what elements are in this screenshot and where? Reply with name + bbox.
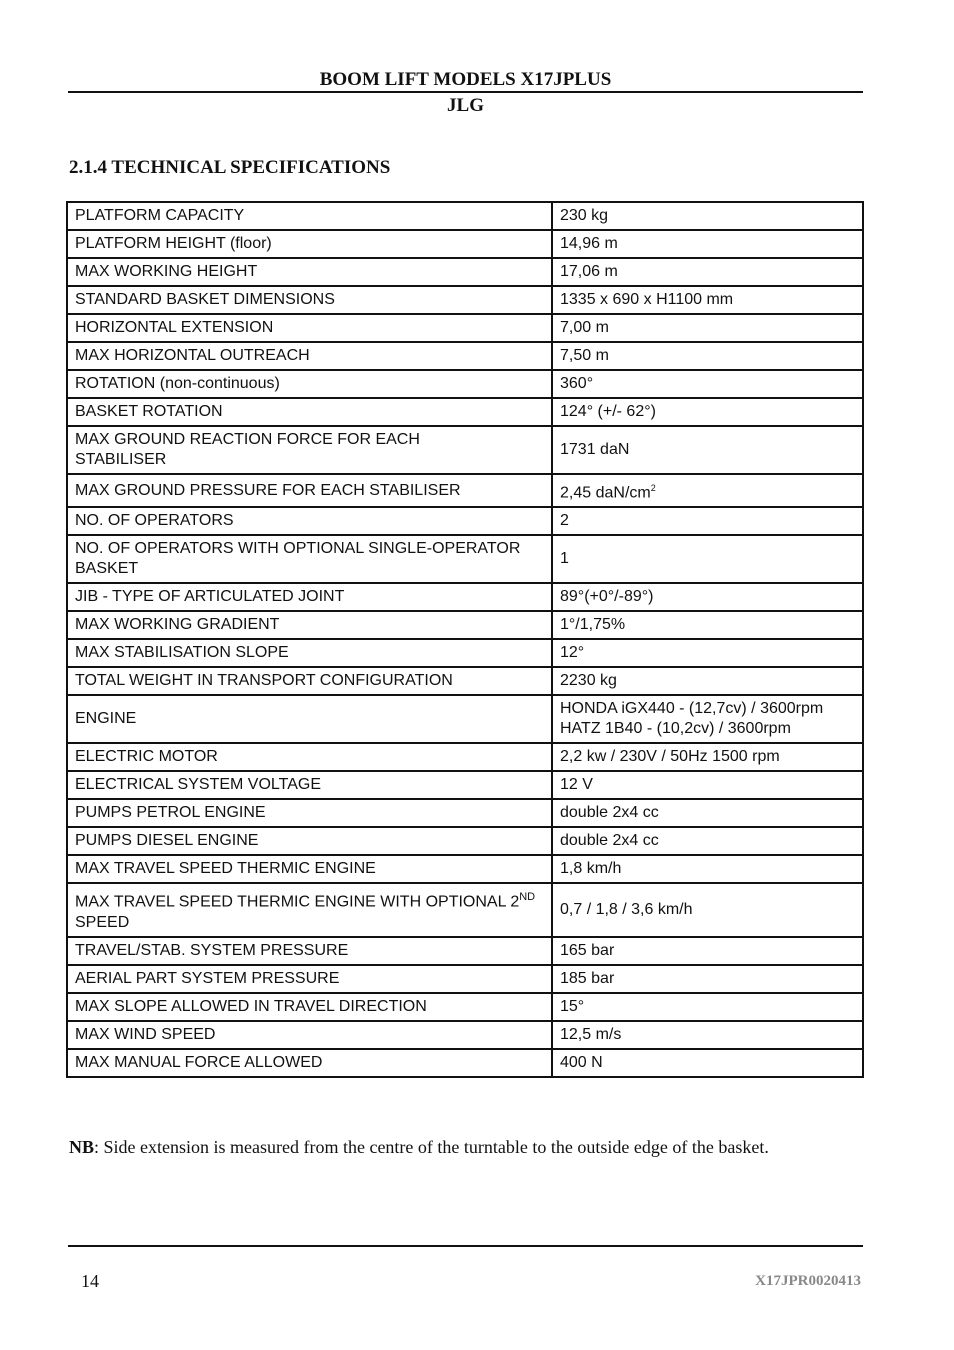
spec-label xyxy=(67,202,552,230)
spec-label-text: AERIAL PART SYSTEM PRESSURE xyxy=(75,969,340,987)
spec-label-text: TOTAL WEIGHT IN TRANSPORT CONFIGURATION xyxy=(75,672,453,690)
spec-value-text: 89°(+0°/-89°) xyxy=(560,588,654,606)
spec-label-text: PLATFORM CAPACITY xyxy=(75,207,245,224)
spec-value xyxy=(552,286,863,314)
spec-label xyxy=(67,855,552,883)
spec-label xyxy=(67,342,552,370)
spec-value xyxy=(552,426,863,474)
spec-value xyxy=(552,1049,863,1077)
spec-label xyxy=(67,937,552,965)
spec-label xyxy=(67,827,552,855)
spec-row xyxy=(67,937,863,965)
document-header-title: BOOM LIFT MODELS X17JPLUS xyxy=(319,69,612,90)
spec-label xyxy=(67,799,552,827)
section-title: 2.1.4 TECHNICAL SPECIFICATIONS xyxy=(69,157,391,178)
note-paragraph xyxy=(69,1137,862,1158)
spec-value xyxy=(552,202,863,230)
spec-value-text: 165 bar xyxy=(560,941,615,959)
specifications-table xyxy=(66,201,864,1078)
spec-value xyxy=(552,507,863,535)
spec-label-text: MAX SLOPE ALLOWED IN TRAVEL DIRECTION xyxy=(75,997,427,1015)
spec-row xyxy=(67,507,863,535)
spec-value-text: 7,00 m xyxy=(560,319,609,336)
spec-label-text: MAX TRAVEL SPEED THERMIC ENGINE xyxy=(75,860,376,878)
spec-label xyxy=(67,230,552,258)
spec-row xyxy=(67,342,863,370)
spec-value-text: 2,45 daN/cm xyxy=(560,484,651,502)
spec-label xyxy=(67,474,552,507)
spec-row xyxy=(67,398,863,426)
spec-value-text: 1°/1,75% xyxy=(560,616,626,634)
spec-label-superscript: ND xyxy=(519,891,536,904)
spec-value-text: 1 xyxy=(560,550,569,568)
spec-label xyxy=(67,258,552,286)
spec-row xyxy=(67,1049,863,1077)
spec-row xyxy=(67,965,863,993)
spec-value-text: 1,8 km/h xyxy=(560,860,622,878)
spec-row xyxy=(67,695,863,743)
document-header-brand: JLG xyxy=(447,95,484,116)
spec-value xyxy=(552,827,863,855)
spec-value-text: 1335 x 690 x H1100 mm xyxy=(560,291,734,308)
spec-value xyxy=(552,314,863,342)
spec-value-text: double 2x4 cc xyxy=(560,832,659,850)
spec-row xyxy=(67,535,863,583)
spec-label xyxy=(67,639,552,667)
footer-divider xyxy=(68,1245,863,1247)
spec-label-text: MAX STABILISATION SLOPE xyxy=(75,644,289,662)
spec-row xyxy=(67,855,863,883)
spec-value-text: 230 kg xyxy=(560,207,609,224)
spec-label xyxy=(67,743,552,771)
spec-label-text: MAX WORKING HEIGHT xyxy=(75,263,258,280)
spec-label-text: MAX GROUND REACTION FORCE FOR EACH STABILISER xyxy=(75,431,420,468)
spec-value-text: 12 V xyxy=(560,776,593,794)
spec-value xyxy=(552,342,863,370)
spec-row xyxy=(67,639,863,667)
spec-label xyxy=(67,286,552,314)
spec-label xyxy=(67,667,552,695)
spec-label xyxy=(67,1049,552,1077)
specifications-table-body xyxy=(67,202,863,1077)
spec-label xyxy=(67,426,552,474)
spec-row xyxy=(67,883,863,936)
spec-value-text: 17,06 m xyxy=(560,263,618,280)
spec-value xyxy=(552,883,863,936)
note-text: : Side extension is measured from the centre of the turntable to the outside edge of the basket. xyxy=(94,1137,769,1157)
spec-label-text: PUMPS DIESEL ENGINE xyxy=(75,832,259,850)
spec-value xyxy=(552,535,863,583)
spec-value xyxy=(552,937,863,965)
spec-value-text: 360° xyxy=(560,375,594,392)
spec-value xyxy=(552,799,863,827)
spec-value-text: 1731 daN xyxy=(560,441,630,458)
spec-value-text: 15° xyxy=(560,997,585,1015)
spec-label-text: ROTATION (non-continuous) xyxy=(75,375,280,392)
spec-label-text: BASKET ROTATION xyxy=(75,403,223,420)
spec-label-text: PUMPS PETROL ENGINE xyxy=(75,804,266,822)
spec-label-text: MAX GROUND PRESSURE FOR EACH STABILISER xyxy=(75,481,461,499)
spec-value-text: 0,7 / 1,8 / 3,6 km/h xyxy=(560,900,693,918)
spec-label xyxy=(67,1021,552,1049)
spec-row xyxy=(67,827,863,855)
spec-label-text: ELECTRICAL SYSTEM VOLTAGE xyxy=(75,776,321,794)
spec-label xyxy=(67,535,552,583)
spec-label-continuation: SPEED xyxy=(75,913,130,931)
spec-value xyxy=(552,667,863,695)
spec-label xyxy=(67,611,552,639)
spec-value xyxy=(552,771,863,799)
spec-label-text: ENGINE xyxy=(75,710,137,728)
spec-label-text: NO. OF OPERATORS xyxy=(75,512,234,530)
spec-label-text: NO. OF OPERATORS WITH OPTIONAL SINGLE-OPERATOR BASKET xyxy=(75,540,521,578)
spec-label xyxy=(67,883,552,936)
spec-label xyxy=(67,398,552,426)
spec-row xyxy=(67,667,863,695)
spec-label xyxy=(67,370,552,398)
spec-label xyxy=(67,507,552,535)
spec-value-text: 2230 kg xyxy=(560,672,617,690)
spec-value-text: 14,96 m xyxy=(560,235,618,252)
spec-row xyxy=(67,474,863,507)
spec-value-text: 124° (+/- 62°) xyxy=(560,403,656,420)
spec-value xyxy=(552,611,863,639)
spec-value-text: 185 bar xyxy=(560,969,615,987)
spec-value xyxy=(552,230,863,258)
spec-label xyxy=(67,993,552,1021)
page-number: 14 xyxy=(81,1271,99,1291)
spec-value xyxy=(552,855,863,883)
spec-label-text: MAX HORIZONTAL OUTREACH xyxy=(75,347,310,364)
spec-label-text: STANDARD BASKET DIMENSIONS xyxy=(75,291,335,308)
spec-row xyxy=(67,583,863,611)
spec-value xyxy=(552,1021,863,1049)
spec-row xyxy=(67,611,863,639)
spec-value-text: 7,50 m xyxy=(560,347,609,364)
spec-row xyxy=(67,426,863,474)
spec-value-text: 12,5 m/s xyxy=(560,1025,622,1043)
spec-value xyxy=(552,583,863,611)
header-divider xyxy=(68,91,863,93)
spec-row xyxy=(67,993,863,1021)
spec-row xyxy=(67,370,863,398)
spec-value xyxy=(552,474,863,507)
spec-label-text: MAX TRAVEL SPEED THERMIC ENGINE WITH OPTIONAL 2 xyxy=(75,893,520,911)
spec-value xyxy=(552,370,863,398)
spec-label xyxy=(67,965,552,993)
spec-label-text: MAX MANUAL FORCE ALLOWED xyxy=(75,1053,323,1071)
spec-label-text: PLATFORM HEIGHT (floor) xyxy=(75,235,272,252)
spec-label xyxy=(67,695,552,743)
spec-value xyxy=(552,965,863,993)
spec-label-text: MAX WIND SPEED xyxy=(75,1025,216,1043)
note-prefix: NB xyxy=(69,1137,95,1157)
spec-value-text: 400 N xyxy=(560,1053,603,1071)
spec-label xyxy=(67,314,552,342)
spec-row xyxy=(67,771,863,799)
spec-value-text: 2,2 kw / 230V / 50Hz 1500 rpm xyxy=(560,748,780,766)
spec-label-text: JIB - TYPE OF ARTICULATED JOINT xyxy=(75,588,345,606)
spec-label xyxy=(67,771,552,799)
spec-value xyxy=(552,743,863,771)
document-code: X17JPR0020413 xyxy=(755,1273,861,1289)
spec-row xyxy=(67,743,863,771)
spec-label xyxy=(67,583,552,611)
spec-label-text: ELECTRIC MOTOR xyxy=(75,748,218,766)
spec-row xyxy=(67,230,863,258)
spec-row xyxy=(67,286,863,314)
spec-value-text: 12° xyxy=(560,644,585,662)
spec-value xyxy=(552,639,863,667)
spec-value-text: HONDA iGX440 - (12,7cv) / 3600rpm HATZ 1B40 - (10,2cv) / 3600rpm xyxy=(560,700,824,738)
spec-label-text: HORIZONTAL EXTENSION xyxy=(75,319,274,336)
spec-value-text: double 2x4 cc xyxy=(560,804,659,822)
spec-label-text: MAX WORKING GRADIENT xyxy=(75,616,280,634)
spec-value-text: 2 xyxy=(560,512,569,530)
spec-row xyxy=(67,314,863,342)
spec-row xyxy=(67,258,863,286)
spec-value-superscript: 2 xyxy=(650,483,656,493)
spec-value xyxy=(552,398,863,426)
spec-label-text: TRAVEL/STAB. SYSTEM PRESSURE xyxy=(75,941,349,959)
spec-row xyxy=(67,799,863,827)
spec-value xyxy=(552,993,863,1021)
spec-row xyxy=(67,202,863,230)
spec-row xyxy=(67,1021,863,1049)
spec-value xyxy=(552,695,863,743)
spec-value xyxy=(552,258,863,286)
